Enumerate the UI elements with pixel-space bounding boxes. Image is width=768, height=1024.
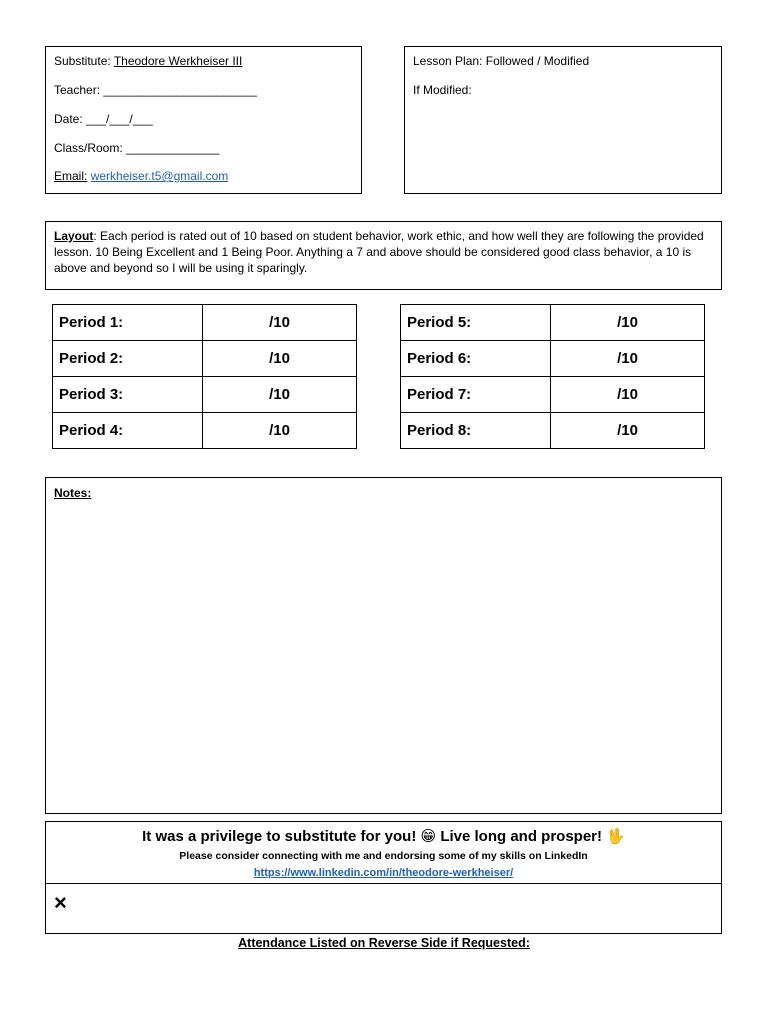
table-row xyxy=(53,305,357,341)
linkedin-link[interactable]: https://www.linkedin.com/in/theodore-werkheiser/ xyxy=(253,867,514,879)
live-long-text: Live long and prosper! xyxy=(440,828,603,845)
period-8-label: Period 8: xyxy=(401,413,551,449)
lesson-plan-options[interactable]: Followed / Modified xyxy=(485,54,590,68)
table-row xyxy=(401,305,705,341)
table-row xyxy=(53,377,357,413)
period-1-score[interactable]: /10 xyxy=(203,305,357,341)
signature-x-mark: × xyxy=(54,890,67,915)
class-room-label: Class/Room: xyxy=(54,141,123,155)
grin-emoji-icon: 😁 xyxy=(420,828,437,845)
layout-description-box xyxy=(45,221,722,290)
signature-divider xyxy=(46,883,721,884)
email-label: Email: xyxy=(54,169,88,183)
lesson-plan-row xyxy=(413,54,589,68)
period-8-score[interactable]: /10 xyxy=(551,413,705,449)
period-table-right xyxy=(400,304,705,449)
class-room-blank[interactable]: ______________ xyxy=(126,141,220,155)
period-2-score[interactable]: /10 xyxy=(203,341,357,377)
lesson-plan-label: Lesson Plan: xyxy=(413,54,483,68)
table-row xyxy=(401,377,705,413)
period-4-score[interactable]: /10 xyxy=(203,413,357,449)
substitute-row xyxy=(54,54,242,68)
if-modified-label: If Modified: xyxy=(413,83,472,97)
period-1-label: Period 1: xyxy=(53,305,203,341)
period-6-score[interactable]: /10 xyxy=(551,341,705,377)
table-row xyxy=(401,413,705,449)
date-blank[interactable]: ___/___/___ xyxy=(86,112,153,126)
thanks-text: It was a privilege to substitute for you! xyxy=(142,828,417,845)
email-link[interactable]: werkheiser.t5@gmail.com xyxy=(90,169,229,183)
if-modified-row xyxy=(413,83,472,97)
lesson-plan-box xyxy=(404,46,722,194)
period-3-label: Period 3: xyxy=(53,377,203,413)
layout-text: : Each period is rated out of 10 based on student behavior, work ethic, and how well they are following the provided lesson. 10 Being Excellent and 1 Being Poor. Anything a 7 and above should be considered good class behavior, a 10 is above and beyond so I will be using it sparingly. xyxy=(54,229,704,275)
email-row xyxy=(54,169,228,183)
date-label: Date: xyxy=(54,112,83,126)
vulcan-salute-icon: 🖖 xyxy=(606,828,625,845)
thanks-headline xyxy=(46,827,721,845)
notes-box[interactable] xyxy=(45,477,722,814)
date-row xyxy=(54,112,153,126)
substitute-label: Substitute: xyxy=(54,54,111,68)
substitute-name: Theodore Werkheiser III xyxy=(113,54,243,68)
table-row xyxy=(53,341,357,377)
layout-label: Layout xyxy=(54,229,94,243)
table-row xyxy=(53,413,357,449)
period-2-label: Period 2: xyxy=(53,341,203,377)
period-5-label: Period 5: xyxy=(401,305,551,341)
period-6-label: Period 6: xyxy=(401,341,551,377)
period-5-score[interactable]: /10 xyxy=(551,305,705,341)
period-7-label: Period 7: xyxy=(401,377,551,413)
period-table-left xyxy=(52,304,357,449)
substitute-info-box xyxy=(45,46,362,194)
linkedin-row xyxy=(46,867,721,879)
period-3-score[interactable]: /10 xyxy=(203,377,357,413)
notes-label: Notes: xyxy=(54,486,92,500)
teacher-blank[interactable]: _______________________ xyxy=(103,83,257,97)
teacher-label: Teacher: xyxy=(54,83,101,97)
period-4-label: Period 4: xyxy=(53,413,203,449)
linkedin-request: Please consider connecting with me and endorsing some of my skills on LinkedIn xyxy=(179,850,588,862)
thank-you-box xyxy=(45,821,722,934)
period-7-score[interactable]: /10 xyxy=(551,377,705,413)
table-row xyxy=(401,341,705,377)
teacher-row xyxy=(54,83,257,97)
attendance-note: Attendance Listed on Reverse Side if Requested: xyxy=(238,936,530,950)
class-room-row xyxy=(54,141,219,155)
